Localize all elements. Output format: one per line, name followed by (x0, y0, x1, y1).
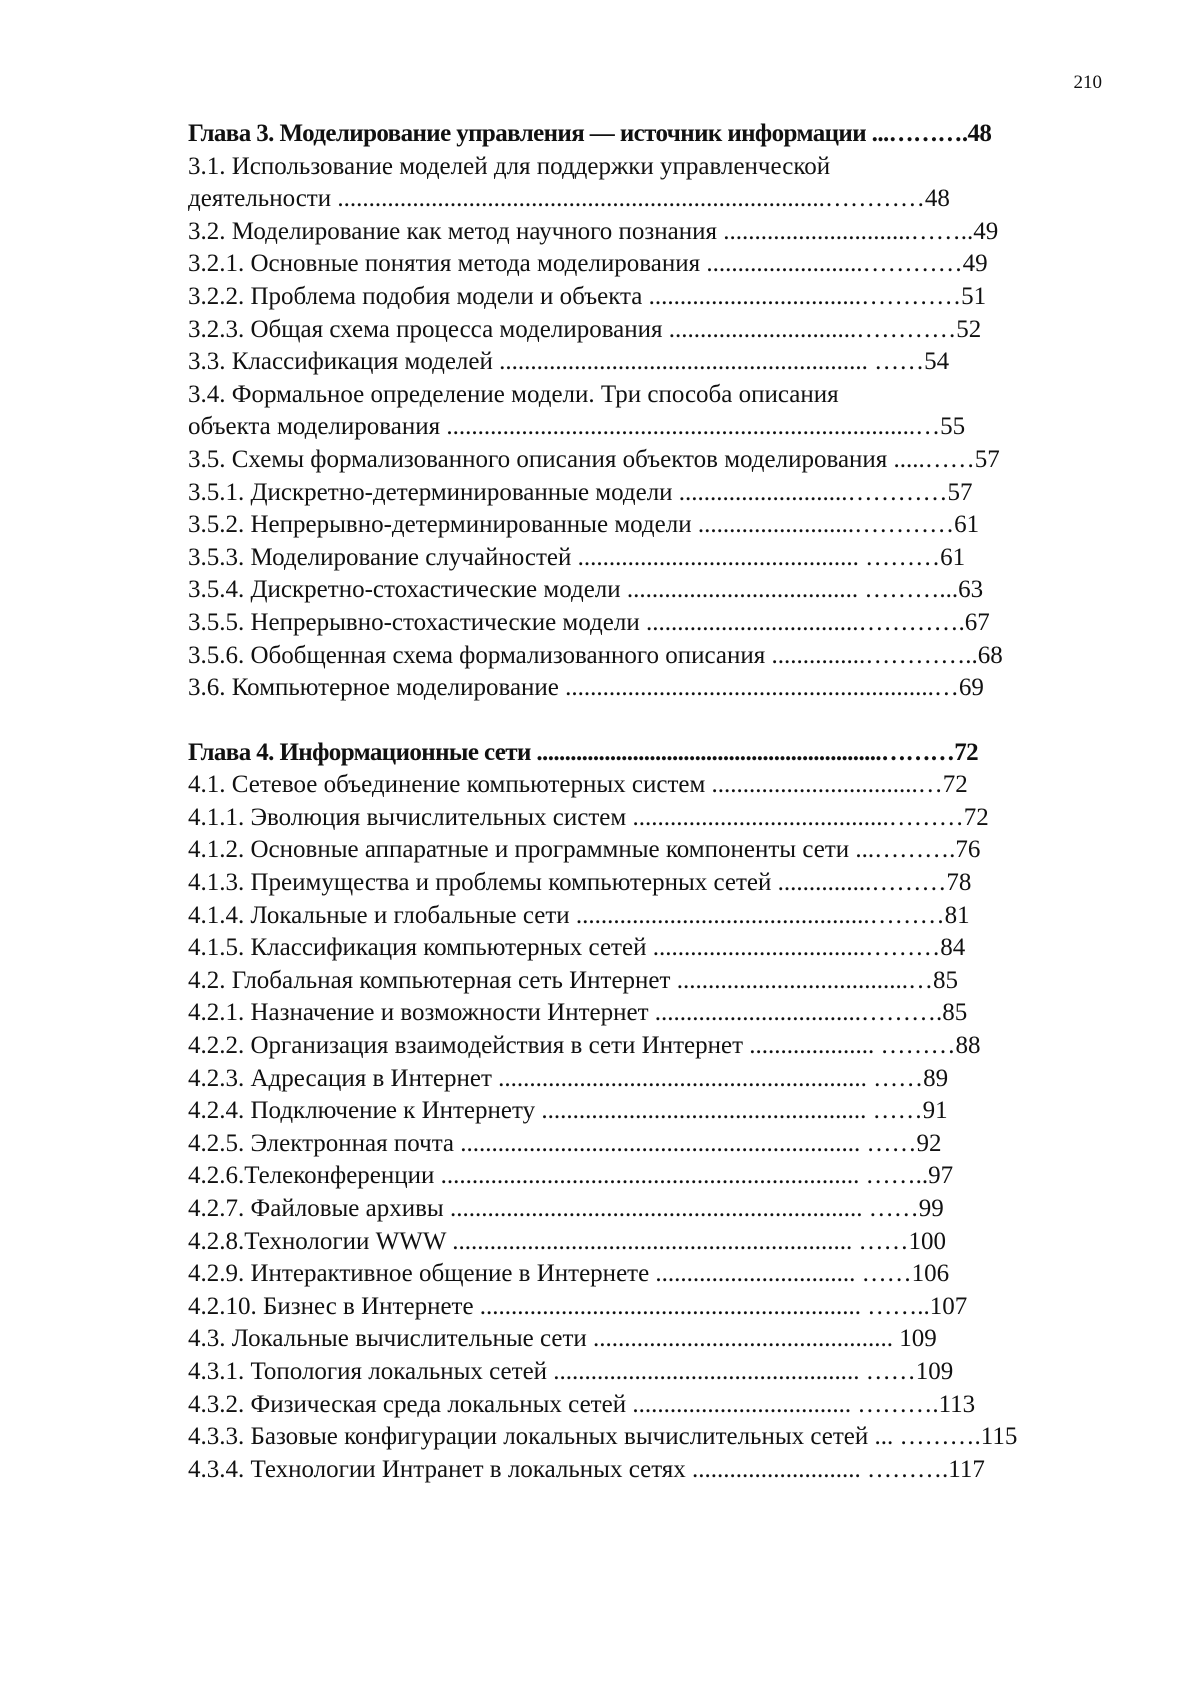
toc-entry: 4.3. Локальные вычислительные сети ................................................ 109 (188, 1325, 937, 1353)
toc-entry: 3.2.2. Проблема подобия модели и объекта ..................................…………51 (188, 282, 987, 310)
toc-entry: 4.3.4. Технологии Интранет в локальных сетях ........................... ……….117 (188, 1455, 985, 1483)
toc-entry: 4.3.2. Физическая среда локальных сетей ................................... ……….113 (188, 1390, 976, 1418)
toc-entry: 4.2.8.Технологии WWW ................................................................ ……100 (188, 1227, 946, 1255)
toc-chapter-heading: Глава 4. Информационные сети .............................................................………72 (188, 738, 979, 766)
toc-entry: 3.5.1. Дискретно-детерминированные модели ...........................…………57 (188, 478, 973, 506)
toc-entry: 4.2.4. Подключение к Интернету .................................................... ……91 (188, 1097, 948, 1125)
toc-entry: 3.5.6. Обобщенная схема формализованного описания ...............…………..68 (188, 641, 1003, 669)
toc-entry: 3.2. Моделирование как метод научного познания ..............................……..49 (188, 217, 999, 245)
toc-entry: 4.3.3. Базовые конфигурации локальных вычислительных сетей ... ……….115 (188, 1423, 1018, 1451)
toc-entry: 4.2.5. Электронная почта ................................................................ ……92 (188, 1129, 942, 1157)
toc-entry: 3.5.5. Непрерывно-стохастические модели ..................................………….67 (188, 608, 990, 636)
toc-entry: 3.2.1. Основные понятия метода моделирования .........................…………49 (188, 250, 988, 278)
toc-entry: 4.1.3. Преимущества и проблемы компьютерных сетей ...............………78 (188, 869, 972, 897)
toc-entry: 4.1.2. Основные аппаратные и программные компоненты сети ...……….76 (188, 836, 981, 864)
toc-entry: 3.5. Схемы формализованного описания объектов моделирования .....……57 (188, 445, 1000, 473)
toc-entry: 4.1.1. Эволюция вычислительных систем .........................................………72 (188, 803, 989, 831)
toc-entry: 3.6. Компьютерное моделирование ...........................................................…69 (188, 674, 984, 702)
toc-entry: 3.1. Использование моделей для поддержки управленческой (188, 152, 831, 180)
toc-entry: деятельности ..............................................................................…………48 (188, 185, 950, 213)
toc-entry: 4.2.10. Бизнес в Интернете ............................................................. ……..107 (188, 1292, 968, 1320)
toc-entry: 4.2.2. Организация взаимодействия в сети Интернет .................... ………88 (188, 1032, 981, 1060)
toc-entry: 4.1.5. Классификация компьютерных сетей ..................................………84 (188, 934, 966, 962)
toc-entry: 3.5.4. Дискретно-стохастические модели ..................................... ………...63 (188, 576, 984, 604)
toc-chapter-section (188, 737, 1088, 1487)
toc-entry: 4.1.4. Локальные и глобальные сети ...............................................………81 (188, 901, 970, 929)
toc-entry: 4.2.7. Файловые архивы .................................................................. ……99 (188, 1195, 944, 1222)
table-of-contents (188, 118, 1088, 1486)
page-number: 210 (1073, 72, 1102, 93)
toc-entry: 4.2.6.Телеконференции ................................................................... ……..97 (188, 1162, 954, 1190)
toc-entry: 4.2.3. Адресация в Интернет ........................................................... ……89 (188, 1064, 949, 1092)
toc-entry: 4.3.1. Топология локальных сетей ................................................. ……109 (188, 1357, 954, 1385)
toc-entry: 4.2. Глобальная компьютерная сеть Интернет .....................................…85 (188, 966, 958, 994)
toc-entry: 4.2.1. Назначение и возможности Интернет .................................……….85 (188, 999, 968, 1027)
toc-entry: объекта моделирования ...........................................................................…55 (188, 413, 966, 441)
toc-entry: 3.4. Формальное определение модели. Три способа описания (188, 380, 839, 408)
toc-entry: 3.5.3. Моделирование случайностей ............................................. ………61 (188, 543, 966, 571)
toc-chapter-heading: Глава 3. Моделирование управления — источник информации ...……….48 (188, 120, 992, 147)
toc-entry: 4.1. Сетевое объединение компьютерных систем .................................…72 (188, 771, 968, 799)
toc-entry: 3.2.3. Общая схема процесса моделирования ..............................…………52 (188, 315, 982, 343)
toc-entry: 4.2.9. Интерактивное общение в Интернете ................................ ……106 (188, 1260, 950, 1288)
toc-entry: 3.3. Классификация моделей ........................................................... ……54 (188, 348, 950, 376)
toc-entry: 3.5.2. Непрерывно-детерминированные модели .........................…………61 (188, 511, 980, 539)
toc-chapter-section (188, 118, 1088, 705)
